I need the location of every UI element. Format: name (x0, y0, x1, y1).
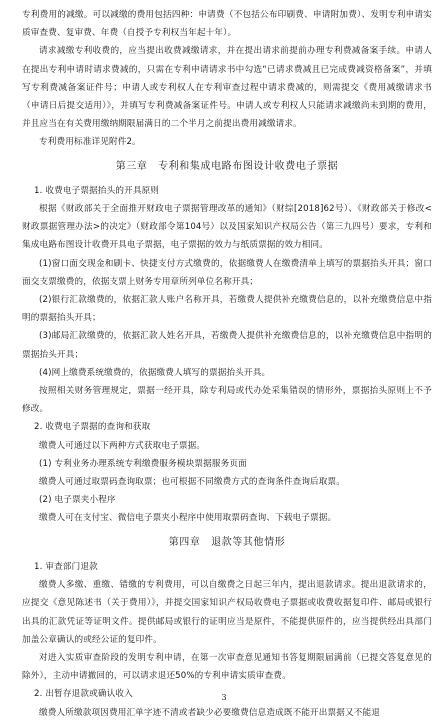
paragraph: 缴费人所缴款项因费用汇单字迹不清或者缺少必要缴费信息造成既不能开出票据又不能退 (39, 707, 381, 718)
paragraph: 根据《财政部关于全面推开财政电子票据管理改革的通知》（财综[2018]62号）、《财政部关于修改<财政票据管理办法>的决定》（财政部令第104号）以及国家知识产权局公告（第三九四号）要求，专利和集成电路布图设计收费开具电子票据，电子票据的效力与纸质票据的效力相同。 (22, 204, 432, 251)
paragraph: 缴费人可在支付宝、微信电子票夹小程序中使用取票码查询、下载电子票据。 (39, 513, 337, 524)
paragraph: 按照相关财务管理规定，票据一经开具，除专利局或代办处采集错误的情形外，票据抬头原则上不予修改。 (22, 386, 432, 415)
paragraph: 缴费人可通过以下两种方式获取电子票据。 (39, 440, 206, 451)
paragraph: 专利费用标准详见附件2。 (39, 137, 141, 148)
section-heading: 1. 审查部门退款 (34, 561, 98, 572)
section-heading: 2. 收费电子票据的查询和获取 (34, 422, 151, 433)
chapter-heading: 第四章 退款等其他情形 (168, 536, 286, 548)
paragraph: 请求减缴专利收费的，应当提出收费减缴请求，并在提出请求前提前办理专利费减备案手续。申请人在提出专利申请时请求费减的，只需在专利申请请求书中勾选“已请求费减且已完成费减资格备案”，并填写专利费减备案证件号；申请人或专利权人在专利审查过程中请求费减的，则需提交《费用减缴请求书（申请日后提交适用）》，并填写专利费减备案证件号。申请人或专利权人只能请求减缴尚未到期的费用，并且应当在有关费用缴纳期限届满日的二个半月之前提出费用减缴请求。 (22, 46, 432, 130)
paragraph: (1)窗口面交现金和刷卡、快捷支付方式缴费的，依据缴费人在缴费清单上填写的票据抬头开具；窗口面交支票缴费的，依据支票上财务专用章所列单位名称开具； (22, 258, 432, 287)
paragraph: (3)邮局汇款缴费的，依据汇款人姓名开具，若缴费人提供补充缴费信息的，以补充缴费信息中指明的票据抬头开具； (22, 331, 432, 360)
paragraph: 缴费人多缴、重缴、错缴的专利费用，可以自缴费之日起三年内，提出退款请求。提出退款请求的，应提交《意见陈述书（关于费用）》，并提交国家知识产权局收费电子票据或收费收据复印件、邮局或银行出具的汇款凭证等证明文件。提供邮局或银行的证明应当是原件，不能提供原件的，应当提供经出具部门加盖公章确认的或经公证的复印件。 (22, 580, 432, 645)
section-heading: 2. 出暂存退款或确认收入 (34, 689, 133, 700)
section-heading: 1. 收费电子票据抬头的开具原则 (34, 185, 160, 196)
paragraph: (1) 专利业务办理系统专利缴费服务模块票据服务页面 (39, 458, 247, 469)
paragraph: (2)银行汇款缴费的，依据汇款人账户名称开具，若缴费人提供补充缴费信息的，以补充缴费信息中指明的票据抬头开具； (22, 295, 432, 324)
paragraph: (2) 电子票夹小程序 (39, 495, 116, 506)
paragraph: 专利费用的减缴。可以减缴的费用包括四种：申请费（不包括公布印刷费、申请附加费）、发明专利申请实质审查费、复审费、年费（自授予专利权当年起十年）。 (22, 10, 432, 39)
page-number: 3 (221, 693, 227, 702)
paragraph: 对进入实质审查阶段的发明专利申请，在第一次审查意见通知书答复期限届满前（已提交答复意见的除外），主动申请撤回的，可以请求退还50%的专利申请实质审查费。 (22, 652, 432, 682)
paragraph: (4)网上缴费系统缴费的，依据缴费人填写的票据抬头开具。 (39, 367, 271, 378)
chapter-heading: 第三章 专利和集成电路布图设计收费电子票据 (115, 160, 339, 172)
paragraph: 缴费人可通过取票码查询取票；也可根据不同缴费方式的查询条件查询后取票。 (39, 477, 346, 488)
